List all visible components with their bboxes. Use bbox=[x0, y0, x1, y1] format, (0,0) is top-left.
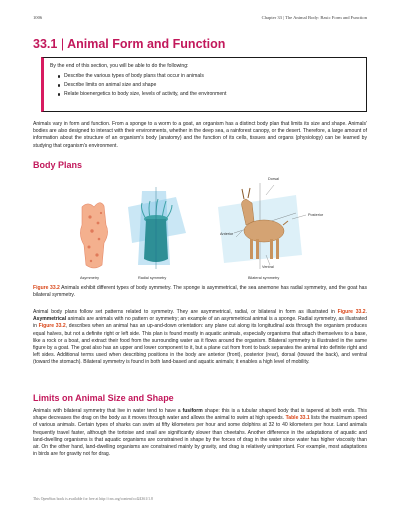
sponge-illustration bbox=[80, 203, 107, 268]
section-separator: | bbox=[60, 37, 65, 51]
body-plans-heading: Body Plans bbox=[33, 160, 83, 170]
figure-link[interactable]: Figure 33.2 bbox=[337, 309, 366, 315]
intro-paragraph: Animals vary in form and function. From a sponge to a worm to a goat, an organism has a distinct body plan that limits its size and shape. Animals' bodies are also designed to interact with their environments, whether in the deep sea, a rainforest canopy, or the desert. Therefore, a large amount of information about the structure of an organism's body (anatomy) and the function of its cells, tissues and organs (physiology) can be learned by studying that organism's environment. bbox=[33, 121, 367, 149]
text-run: Animal body plans follow set patterns related to symmetry. They are asymmetrical, radial, or bilateral in form as illustrated in bbox=[33, 309, 338, 315]
label-asymmetry: Asymmetry bbox=[80, 276, 99, 280]
section-title bbox=[33, 37, 225, 51]
objectives-list bbox=[50, 72, 360, 99]
goat-illustration bbox=[218, 183, 302, 269]
section-name: Animal Form and Function bbox=[67, 37, 226, 51]
label-dorsal: Dorsal bbox=[268, 177, 279, 181]
figure-caption bbox=[33, 285, 367, 299]
label-radial-symmetry: Radial symmetry bbox=[138, 276, 167, 280]
objective-item: Describe the various types of body plans that occur in animals bbox=[58, 72, 360, 81]
label-posterior: Posterior bbox=[308, 213, 324, 217]
section-number: 33.1 bbox=[33, 37, 58, 51]
symmetry-illustration bbox=[70, 173, 338, 283]
page-number: 1006 bbox=[33, 15, 43, 20]
text-run: . bbox=[365, 309, 367, 315]
table-link[interactable]: Table 33.1 bbox=[285, 415, 310, 422]
chapter-title: Chapter 33 | The Animal Body: Basic Form and Function bbox=[261, 15, 367, 20]
sea-anemone-illustration bbox=[128, 187, 186, 269]
body-plans-paragraph bbox=[33, 309, 367, 367]
term-fusiform: fusiform bbox=[182, 408, 203, 414]
text-run: shape: this is a tubular shaped body that is tapered at both ends. This shape decreases the drag on the body as it moves through water and allows the animal to swim at high speeds. bbox=[33, 408, 367, 422]
text-run: lists the maximum speed of various animals. Certain types of sharks can swim at fifty kilometers per hour and some dolphins at 32 to 40 kilometers per hour. Land animals frequently travel faster, although the tortoise and snail are significantly slower than cheetahs. Another difference in the adaptations of aquatic and land-dwelling organisms is that aquatic organisms are constrained in shape by the forces of drag in the water since water has higher viscosity than air. On the other hand, land-dwelling organisms are constrained mainly by gravity, and drag is relatively unimportant. For example, most adaptations in birds are for gravity not for drag. bbox=[33, 415, 367, 458]
label-anterior: Anterior bbox=[220, 232, 234, 236]
text-run: animals are animals with no pattern or symmetry; an example of an asymmetrical animal is a sponge. Radial symmetry, as illustrated in bbox=[33, 316, 367, 330]
page-footer: This OpenStax book is available for free at http://cnx.org/content/col24361/1.8 bbox=[33, 497, 153, 501]
label-bilateral-symmetry: Bilateral symmetry bbox=[248, 276, 280, 280]
symmetry-figure bbox=[70, 173, 338, 283]
objective-item: Relate bioenergetics to body size, levels of activity, and the environment bbox=[58, 90, 360, 99]
label-ventral: Ventral bbox=[262, 265, 274, 269]
objective-item: Describe limits on animal size and shape bbox=[58, 81, 360, 90]
caption-figure-ref: Figure 33.2 bbox=[33, 285, 60, 291]
limits-heading: Limits on Animal Size and Shape bbox=[33, 393, 174, 403]
objectives-lead: By the end of this section, you will be able to do the following: bbox=[50, 63, 189, 69]
text-run: Animals with bilateral symmetry that live in water tend to have a bbox=[33, 408, 183, 414]
learning-objectives-box bbox=[41, 57, 367, 112]
term-asymmetrical: Asymmetrical bbox=[33, 316, 67, 323]
text-run: , describes when an animal has an up-and-down orientation: any plane cut along its longitudinal axis through the organism produces equal halves, but not a definite right or left side. This plan is found mostly in aquatic animals, especially organisms that attach themselves to a base, like a rock or a boat, and extract their food from the surrounding water as it flows around the organism. Bilateral symmetry is illustrated in the same figure by a goat. The goat also has an upper and lower component to it, but a plane cut from front to back separates the animal into definite right and left sides. Additional terms used when describing positions in the body are anterior (front), posterior (rear), dorsal (toward the back), and ventral (toward the stomach). Bilateral symmetry is found in both land-based and aquatic animals; it enables a high level of mobility. bbox=[33, 323, 367, 366]
caption-text: Animals exhibit different types of body symmetry. The sponge is asymmetrical, the sea anemone has radial symmetry, and the goat has bilateral symmetry. bbox=[33, 285, 367, 299]
limits-paragraph bbox=[33, 408, 367, 458]
running-head bbox=[33, 15, 367, 23]
figure-link[interactable]: Figure 33.2 bbox=[38, 323, 66, 330]
